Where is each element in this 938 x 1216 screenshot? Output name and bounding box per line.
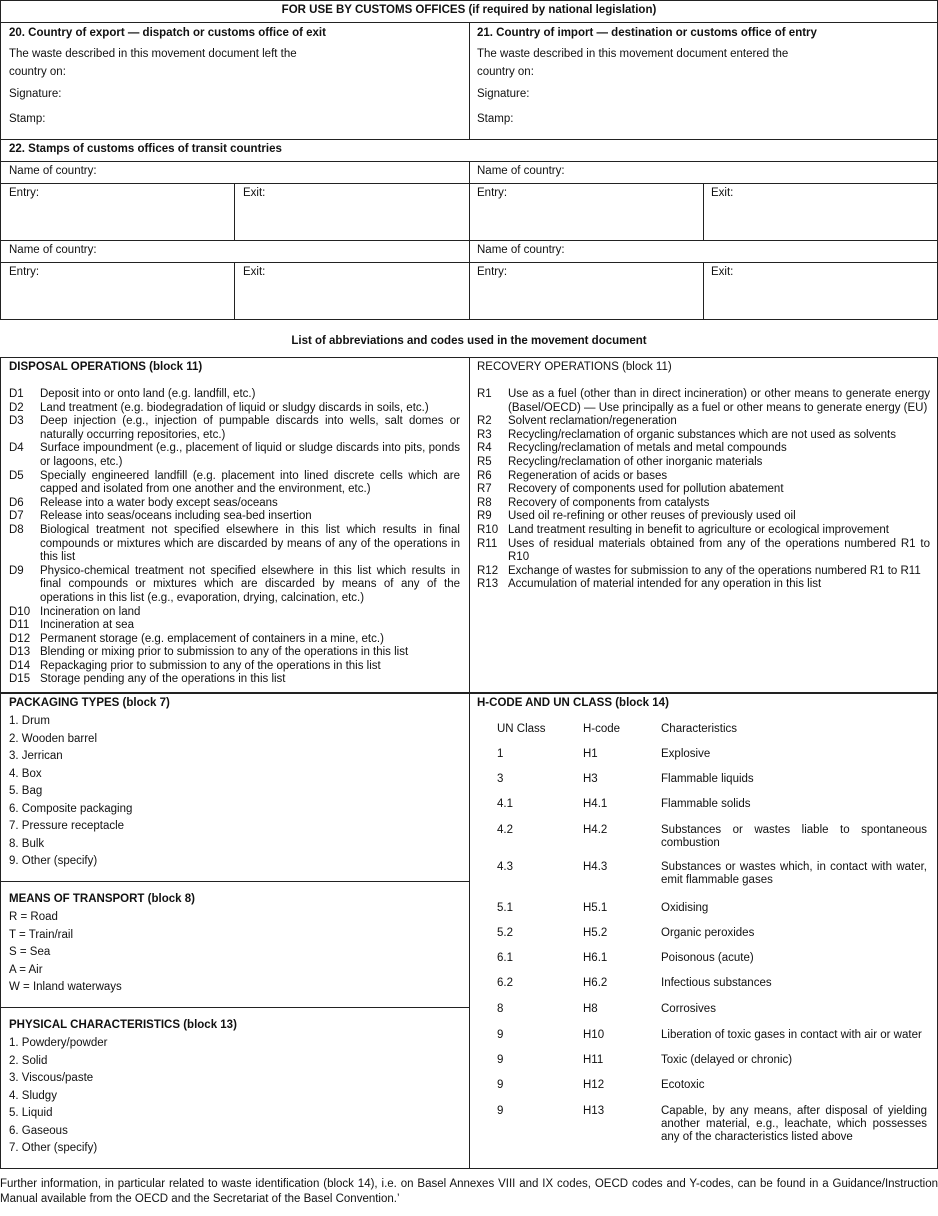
packaging-item: 3. Jerrican xyxy=(9,750,63,762)
physical-item: 2. Solid xyxy=(9,1054,48,1067)
recovery-code: R7 xyxy=(477,483,492,496)
recovery-item xyxy=(477,415,930,429)
recovery-item xyxy=(477,538,930,565)
hcode-code: H13 xyxy=(583,1105,605,1117)
disposal-code: D10 xyxy=(9,605,31,618)
disposal-code: D7 xyxy=(9,510,24,523)
import-signature-label: Signature: xyxy=(477,88,530,100)
import-heading: 21. Country of import — destination or customs office of entry xyxy=(477,27,817,39)
recovery-item xyxy=(477,578,930,592)
hcode-code: H1 xyxy=(583,748,598,760)
disposal-item xyxy=(9,646,460,660)
disposal-code: D5 xyxy=(9,469,24,482)
packaging-item: 2. Wooden barrel xyxy=(9,732,98,745)
export-stamp-label: Stamp: xyxy=(9,113,46,125)
recovery-item xyxy=(477,442,930,456)
hcode-unclass: 9 xyxy=(497,1079,504,1091)
transit-heading: 22. Stamps of customs offices of transit countries xyxy=(9,143,282,155)
physical-heading: PHYSICAL CHARACTERISTICS (block 13) xyxy=(9,1019,237,1031)
transport-item: S = Sea xyxy=(9,946,51,958)
recovery-item xyxy=(477,483,930,497)
export-line1: The waste described in this movement document left the xyxy=(9,48,297,60)
disposal-code: D14 xyxy=(9,659,31,672)
hcode-unclass: 6.2 xyxy=(497,977,513,989)
transit-entry-label: Entry: xyxy=(9,187,40,199)
recovery-text: Used oil re-refining or other reuses of previously used oil xyxy=(508,510,796,523)
recovery-item xyxy=(477,510,930,524)
recovery-code: R2 xyxy=(477,415,492,428)
disposal-text: Release into seas/oceans including sea-bed insertion xyxy=(40,510,312,523)
recovery-code: R8 xyxy=(477,496,492,509)
transport-heading: MEANS OF TRANSPORT (block 8) xyxy=(9,893,195,905)
recovery-text: Solvent reclamation/regeneration xyxy=(508,415,677,428)
hcode-unclass: 5.2 xyxy=(497,927,513,939)
disposal-text: Physico-chemical treatment not specified elsewhere in this list which results in final compounds or mixtures which are discarded by means of any of the operations in this list (e.g., evaporation, drying, calcination, etc.) xyxy=(40,564,460,604)
recovery-text: Recovery of components from catalysts xyxy=(508,496,710,509)
hcode-unclass: 9 xyxy=(497,1105,504,1117)
hcode-characteristic: Substances or wastes liable to spontaneous combustion xyxy=(661,824,927,849)
recovery-code: R13 xyxy=(477,578,499,591)
hcode-code: H12 xyxy=(583,1079,605,1091)
disposal-item xyxy=(9,619,460,633)
hcode-characteristic: Flammable liquids xyxy=(661,773,754,785)
hcode-characteristic: Substances or wastes which, in contact with water, emit flammable gases xyxy=(661,861,927,886)
hcode-characteristic: Flammable solids xyxy=(661,798,751,810)
hcode-code: H4.2 xyxy=(583,824,608,836)
transport-item: R = Road xyxy=(9,911,58,923)
hcode-col-hcode: H-code xyxy=(583,723,621,735)
hcode-unclass: 5.1 xyxy=(497,902,513,914)
recovery-text: Recycling/reclamation of other inorganic materials xyxy=(508,455,763,468)
recovery-code: R1 xyxy=(477,388,492,400)
hcode-characteristic: Capable, by any means, after disposal of yielding another material, e.g., leachate, which possesses any of the characteristics listed above xyxy=(661,1105,927,1143)
disposal-item xyxy=(9,660,460,674)
physical-list xyxy=(9,1037,449,1160)
hcode-characteristic: Explosive xyxy=(661,748,711,760)
disposal-text: Repackaging prior to submission to any of the operations in this list xyxy=(40,659,381,672)
recovery-text: Recovery of components used for pollution abatement xyxy=(508,483,784,496)
hcode-unclass: 8 xyxy=(497,1003,504,1015)
disposal-list xyxy=(9,388,460,687)
disposal-code: D8 xyxy=(9,523,24,536)
recovery-item xyxy=(477,388,930,415)
hcode-unclass: 6.1 xyxy=(497,952,513,964)
disposal-item xyxy=(9,606,460,620)
hcode-characteristic: Infectious substances xyxy=(661,977,772,989)
recovery-code: R9 xyxy=(477,510,492,523)
disposal-text: Permanent storage (e.g. emplacement of containers in a mine, etc.) xyxy=(40,632,384,645)
recovery-item xyxy=(477,565,930,579)
packaging-heading: PACKAGING TYPES (block 7) xyxy=(9,697,170,709)
recovery-heading: RECOVERY OPERATIONS (block 11) xyxy=(477,361,672,373)
disposal-code: D12 xyxy=(9,632,31,645)
transit-name-label: Name of country: xyxy=(477,165,565,177)
recovery-code: R12 xyxy=(477,564,499,577)
recovery-item xyxy=(477,429,930,443)
disposal-code: D6 xyxy=(9,496,24,509)
disposal-text: Release into a water body except seas/oceans xyxy=(40,496,278,509)
disposal-item xyxy=(9,415,460,442)
hcode-characteristic: Organic peroxides xyxy=(661,927,755,939)
recovery-code: R11 xyxy=(477,537,498,550)
recovery-text: Regeneration of acids or bases xyxy=(508,469,668,482)
hcode-code: H6.2 xyxy=(583,977,608,989)
export-line2: country on: xyxy=(9,66,66,78)
packaging-item: 7. Pressure receptacle xyxy=(9,820,125,832)
hcode-code: H11 xyxy=(583,1054,604,1066)
recovery-item xyxy=(477,470,930,484)
footer-note: Further information, in particular related to waste identification (block 14), i.e. on Basel Annexes VIII and IX codes, OECD codes and Y-codes, can be found in a Guidance/Instruction Manual available from the OECD and the Secretariat of the Basel Convention.’ xyxy=(0,1178,938,1205)
disposal-item xyxy=(9,497,460,511)
recovery-list xyxy=(477,388,930,592)
transit-name-label: Name of country: xyxy=(9,244,97,256)
recovery-text: Recycling/reclamation of organic substances which are not used as solvents xyxy=(508,428,897,441)
disposal-code: D15 xyxy=(9,673,31,686)
hcode-col-characteristics: Characteristics xyxy=(661,723,738,735)
transit-exit-label: Exit: xyxy=(243,266,266,278)
hcode-code: H3 xyxy=(583,773,598,785)
disposal-code: D11 xyxy=(9,619,30,632)
hcode-characteristic: Liberation of toxic gases in contact with air or water xyxy=(661,1029,922,1041)
disposal-code: D1 xyxy=(9,388,24,400)
recovery-code: R6 xyxy=(477,469,492,482)
recovery-text: Accumulation of material intended for any operation in this list xyxy=(508,578,822,591)
transit-entry-label: Entry: xyxy=(9,266,40,278)
hcode-heading: H-CODE AND UN CLASS (block 14) xyxy=(477,697,669,709)
transport-item: A = Air xyxy=(9,963,43,976)
hcode-characteristic: Poisonous (acute) xyxy=(661,952,754,964)
physical-item: 6. Gaseous xyxy=(9,1124,68,1137)
export-heading: 20. Country of export — dispatch or customs office of exit xyxy=(9,27,326,39)
disposal-code: D13 xyxy=(9,646,31,659)
transport-item: T = Train/rail xyxy=(9,928,74,941)
disposal-item xyxy=(9,470,460,497)
hcode-unclass: 4.1 xyxy=(497,798,513,810)
disposal-code: D2 xyxy=(9,401,24,414)
physical-item: 7. Other (specify) xyxy=(9,1142,98,1154)
disposal-text: Surface impoundment (e.g., placement of liquid or sludge discards into pits, ponds or lagoons, etc.) xyxy=(40,442,460,468)
disposal-item xyxy=(9,565,460,606)
disposal-item xyxy=(9,510,460,524)
disposal-item xyxy=(9,442,460,469)
hcode-unclass: 4.3 xyxy=(497,861,513,873)
disposal-text: Deposit into or onto land (e.g. landfill, etc.) xyxy=(40,388,256,400)
disposal-text: Storage pending any of the operations in this list xyxy=(40,673,286,686)
import-line2: country on: xyxy=(477,66,534,78)
hcode-unclass: 9 xyxy=(497,1029,504,1041)
disposal-text: Land treatment (e.g. biodegradation of liquid or sludgy discards in soils, etc.) xyxy=(40,401,429,414)
hcode-unclass: 3 xyxy=(497,773,504,785)
transit-exit-label: Exit: xyxy=(711,187,734,199)
hcode-unclass: 9 xyxy=(497,1054,504,1066)
physical-item: 4. Sludgy xyxy=(9,1089,57,1102)
hcode-unclass: 4.2 xyxy=(497,824,513,836)
hcode-unclass: 1 xyxy=(497,748,504,760)
physical-item: 1. Powdery/powder xyxy=(9,1037,108,1049)
hcode-code: H5.1 xyxy=(583,902,608,914)
packaging-item: 8. Bulk xyxy=(9,837,45,850)
packaging-item: 9. Other (specify) xyxy=(9,855,98,867)
transit-exit-label: Exit: xyxy=(243,187,266,199)
recovery-code: R10 xyxy=(477,523,499,536)
disposal-code: D9 xyxy=(9,564,24,577)
packaging-list xyxy=(9,715,449,873)
disposal-item xyxy=(9,402,460,416)
import-line1: The waste described in this movement document entered the xyxy=(477,48,789,60)
import-stamp-label: Stamp: xyxy=(477,113,514,125)
transit-exit-label: Exit: xyxy=(711,266,734,278)
export-signature-label: Signature: xyxy=(9,88,62,100)
physical-item: 3. Viscous/paste xyxy=(9,1072,94,1084)
physical-item: 5. Liquid xyxy=(9,1107,53,1119)
packaging-item: 6. Composite packaging xyxy=(9,802,133,815)
hcode-characteristic: Corrosives xyxy=(661,1003,716,1015)
recovery-text: Exchange of wastes for submission to any of the operations numbered R1 to R11 xyxy=(508,564,921,577)
transport-item: W = Inland waterways xyxy=(9,981,122,993)
hcode-col-unclass: UN Class xyxy=(497,723,546,735)
hcode-characteristic: Ecotoxic xyxy=(661,1079,705,1091)
transit-name-label: Name of country: xyxy=(477,244,565,256)
disposal-text: Specially engineered landfill (e.g. placement into lined discrete cells which are capped and isolated from one another and the environment, etc.) xyxy=(40,469,460,496)
disposal-item xyxy=(9,673,460,687)
disposal-text: Incineration at sea xyxy=(40,619,134,632)
transit-name-label: Name of country: xyxy=(9,165,97,177)
hcode-code: H10 xyxy=(583,1029,605,1041)
disposal-code: D3 xyxy=(9,415,24,428)
disposal-item xyxy=(9,633,460,647)
transit-entry-label: Entry: xyxy=(477,266,508,278)
disposal-text: Biological treatment not specified elsewhere in this list which results in final compounds or mixtures which are discarded by means of any of the operations in this list xyxy=(40,523,460,564)
recovery-text: Use as a fuel (other than in direct incineration) or other means to generate energy (Basel/OECD) — Use principally as a fuel or other means to generate energy (EU) xyxy=(508,388,930,414)
recovery-text: Recycling/reclamation of metals and metal compounds xyxy=(508,442,787,455)
hcode-code: H6.1 xyxy=(583,952,608,964)
disposal-text: Incineration on land xyxy=(40,605,141,618)
list-title: List of abbreviations and codes used in the movement document xyxy=(291,335,647,347)
hcode-code: H4.1 xyxy=(583,798,608,810)
disposal-text: Blending or mixing prior to submission to any of the operations in this list xyxy=(40,646,409,659)
packaging-item: 1. Drum xyxy=(9,715,50,727)
recovery-text: Land treatment resulting in benefit to agriculture or ecological improvement xyxy=(508,523,889,536)
recovery-text: Uses of residual materials obtained from any of the operations numbered R1 to R10 xyxy=(508,537,930,564)
disposal-heading: DISPOSAL OPERATIONS (block 11) xyxy=(9,361,203,373)
recovery-code: R4 xyxy=(477,442,492,455)
hcode-code: H4.3 xyxy=(583,861,608,873)
disposal-item xyxy=(9,524,460,565)
hcode-code: H5.2 xyxy=(583,927,608,939)
customs-title: FOR USE BY CUSTOMS OFFICES (if required by national legislation) xyxy=(281,4,657,16)
recovery-item xyxy=(477,497,930,511)
transport-list xyxy=(9,911,449,999)
disposal-text: Deep injection (e.g., injection of pumpable discards into wells, salt domes or naturally occurring repositories, etc.) xyxy=(40,415,460,441)
disposal-item xyxy=(9,388,460,402)
recovery-item xyxy=(477,524,930,538)
disposal-code: D4 xyxy=(9,442,24,455)
recovery-code: R5 xyxy=(477,455,492,468)
recovery-code: R3 xyxy=(477,428,492,441)
hcode-code: H8 xyxy=(583,1003,598,1015)
hcode-characteristic: Toxic (delayed or chronic) xyxy=(661,1054,793,1066)
recovery-item xyxy=(477,456,930,470)
packaging-item: 4. Box xyxy=(9,767,42,780)
hcode-characteristic: Oxidising xyxy=(661,902,709,914)
transit-entry-label: Entry: xyxy=(477,187,508,199)
packaging-item: 5. Bag xyxy=(9,785,43,797)
